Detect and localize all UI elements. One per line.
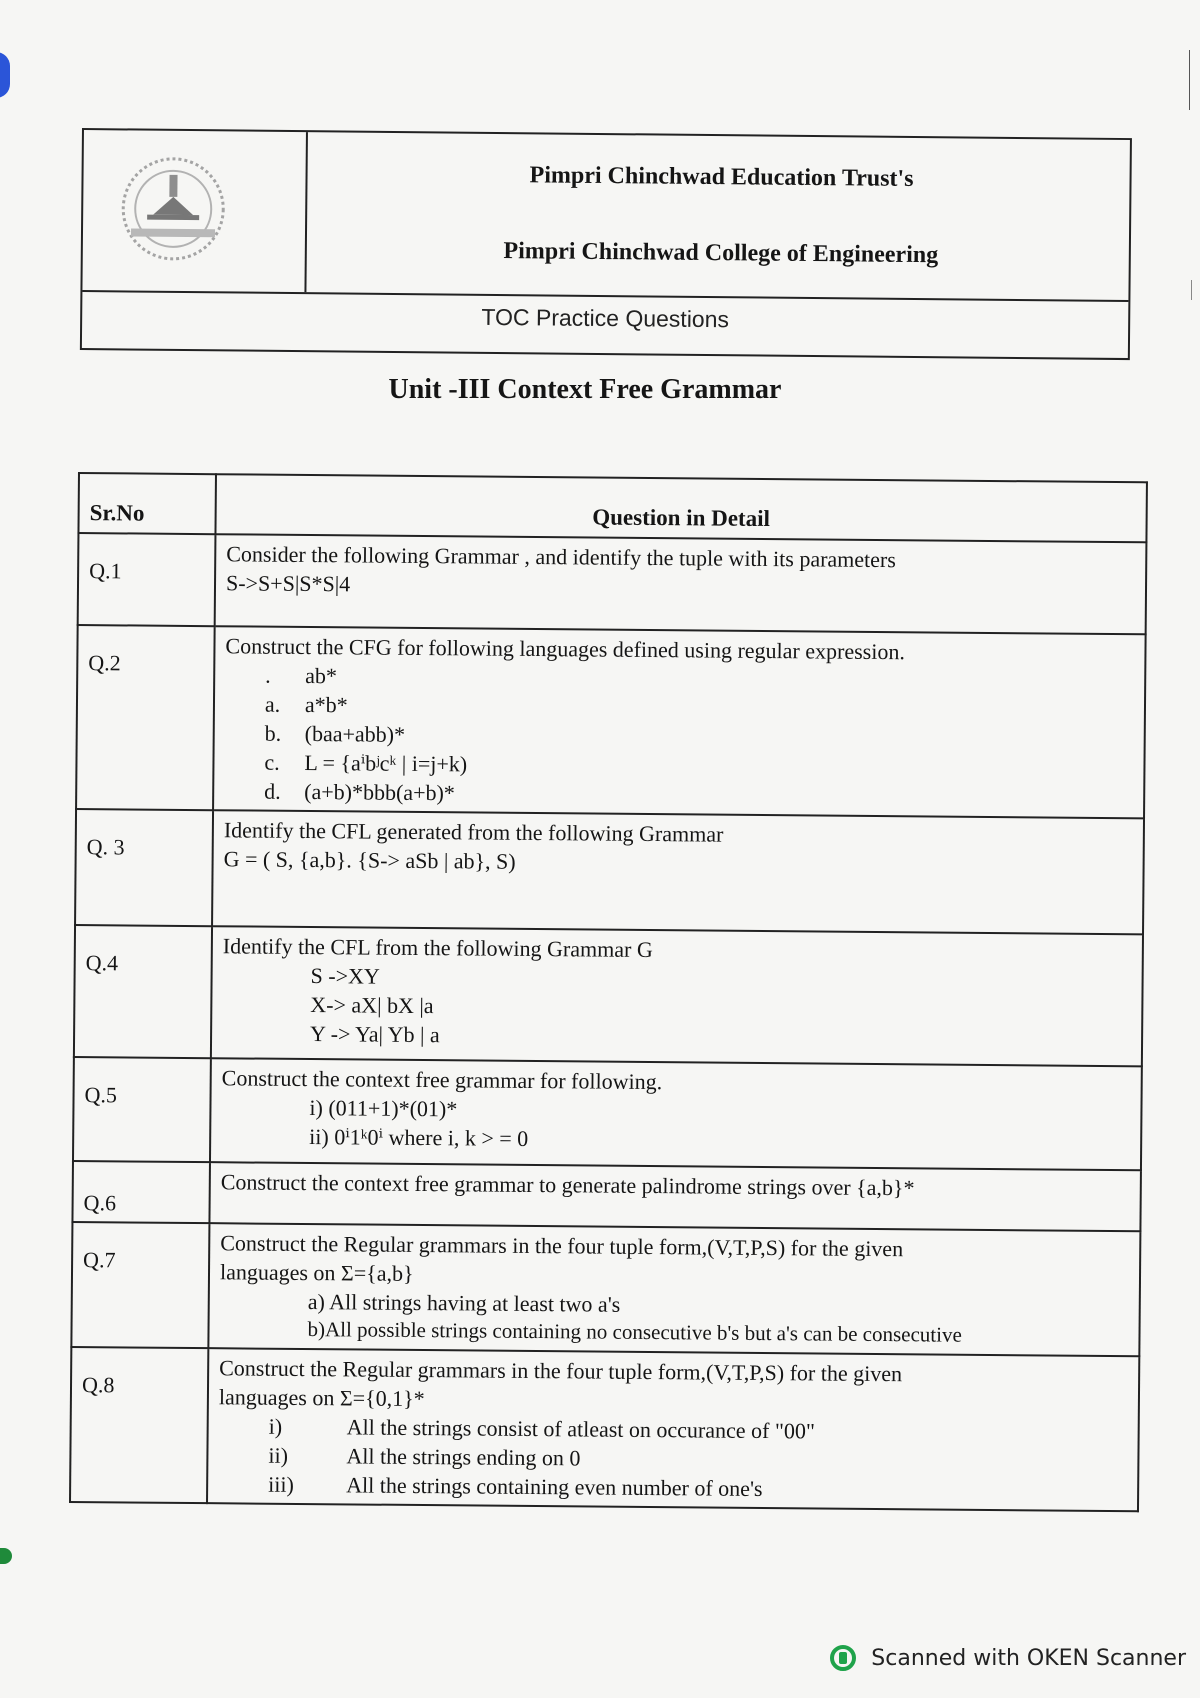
sub-question: a) All strings having at least two a's: [307, 1289, 621, 1318]
table-row: [73, 1057, 1142, 1170]
unit-title: Unit -III Context Free Grammar: [388, 374, 782, 405]
table-row: [72, 1161, 1140, 1231]
table-header-row: [78, 473, 1146, 542]
question-detail: [213, 626, 1146, 818]
question-number: Q.2: [76, 625, 215, 810]
list-item: iii) All the strings containing even number of one's: [268, 1471, 763, 1502]
question-detail: [210, 1058, 1142, 1170]
question-number: Q. 3: [75, 809, 213, 926]
question-text: Construct the CFG for following languages defined using regular expression.: [225, 633, 905, 665]
sub-question: i) (011+1)*(01)*: [309, 1095, 458, 1122]
sub-question: b)All possible strings containing no consecutive b's but a's can be consecutive: [307, 1317, 962, 1348]
table-row: [76, 625, 1146, 819]
question-text: Construct the Regular grammars in the four tuple form,(V,T,P,S) for the given: [220, 1230, 904, 1262]
question-detail: [215, 534, 1147, 634]
question-text: G = ( S, {a,b}. {S-> aSb | ab}, S): [223, 846, 516, 875]
grammar-rule: S ->XY: [310, 963, 380, 989]
question-text: languages on Σ={0,1}*: [218, 1384, 425, 1412]
scanner-text: Scanned with OKEN Scanner: [871, 1645, 1186, 1671]
grammar-rule: Y -> Ya| Yb | a: [309, 1021, 440, 1048]
scan-edge-line: [1191, 280, 1192, 300]
question-number: Q.5: [73, 1057, 211, 1162]
document-subtitle: TOC Practice Questions: [481, 303, 730, 333]
question-detail: [208, 1223, 1140, 1356]
list-item: a. a*b*: [264, 691, 348, 718]
question-number: Q.6: [72, 1161, 210, 1223]
header-divider: [82, 290, 1128, 302]
question-text: Identify the CFL generated from the following Grammar: [223, 817, 724, 847]
list-item: c. L = {aⁱbʲcᵏ | i=j+k): [264, 749, 468, 777]
list-item: i) All the strings consist of atleast on occurance of "00": [268, 1413, 816, 1444]
table-row: [74, 925, 1143, 1066]
question-text: languages on Σ={a,b}: [219, 1259, 414, 1287]
question-text: Consider the following Grammar , and identify the tuple with its parameters: [226, 541, 897, 573]
column-header-srno: Sr.No: [78, 473, 216, 534]
table-row: [75, 809, 1144, 934]
list-item: . ab*: [265, 662, 338, 689]
scan-edge-line: [1189, 50, 1190, 110]
question-text: Construct the context free grammar to generate palindrome strings over {a,b}*: [220, 1169, 915, 1201]
grammar-rule: X-> aX| bX |a: [310, 992, 434, 1019]
institution-header: [80, 128, 1132, 360]
list-item: d. (a+b)*bbb(a+b)*: [264, 778, 455, 806]
college-name: Pimpri Chinchwad College of Engineering: [503, 238, 939, 269]
question-number: Q.7: [71, 1222, 209, 1348]
question-detail: [211, 926, 1143, 1066]
question-text: S->S+S|S*S|4: [225, 570, 351, 597]
question-text: Construct the context free grammar for following.: [221, 1065, 663, 1095]
question-text: Identify the CFL from the following Grammar G: [222, 933, 653, 963]
table-row: [71, 1222, 1140, 1356]
table-row: [78, 533, 1147, 634]
list-item: b. (baa+abb)*: [264, 720, 406, 747]
question-number: Q.8: [70, 1347, 208, 1503]
question-text: Construct the Regular grammars in the four tuple form,(V,T,P,S) for the given: [219, 1355, 903, 1387]
question-detail: [207, 1348, 1139, 1511]
college-seal-icon: [113, 152, 234, 265]
column-header-question: Question in Detail: [215, 474, 1146, 542]
list-item: ii) All the strings ending on 0: [268, 1442, 581, 1471]
sub-question: ii) 0ⁱ1ᵏ0ⁱ where i, k > = 0: [309, 1124, 529, 1152]
edge-green-mark: [0, 1548, 12, 1564]
scanner-watermark: [829, 1644, 1186, 1672]
question-number: Q.4: [74, 925, 212, 1058]
logo-cell: [82, 130, 308, 292]
question-detail: [212, 810, 1144, 934]
trust-name: Pimpri Chinchwad Education Trust's: [529, 162, 914, 192]
question-number: Q.1: [78, 533, 216, 626]
question-detail: [209, 1162, 1140, 1231]
questions-table: [69, 472, 1148, 1512]
oken-scanner-logo-icon: [829, 1644, 857, 1672]
edge-blue-mark: [0, 52, 10, 98]
table-row: [70, 1347, 1139, 1511]
